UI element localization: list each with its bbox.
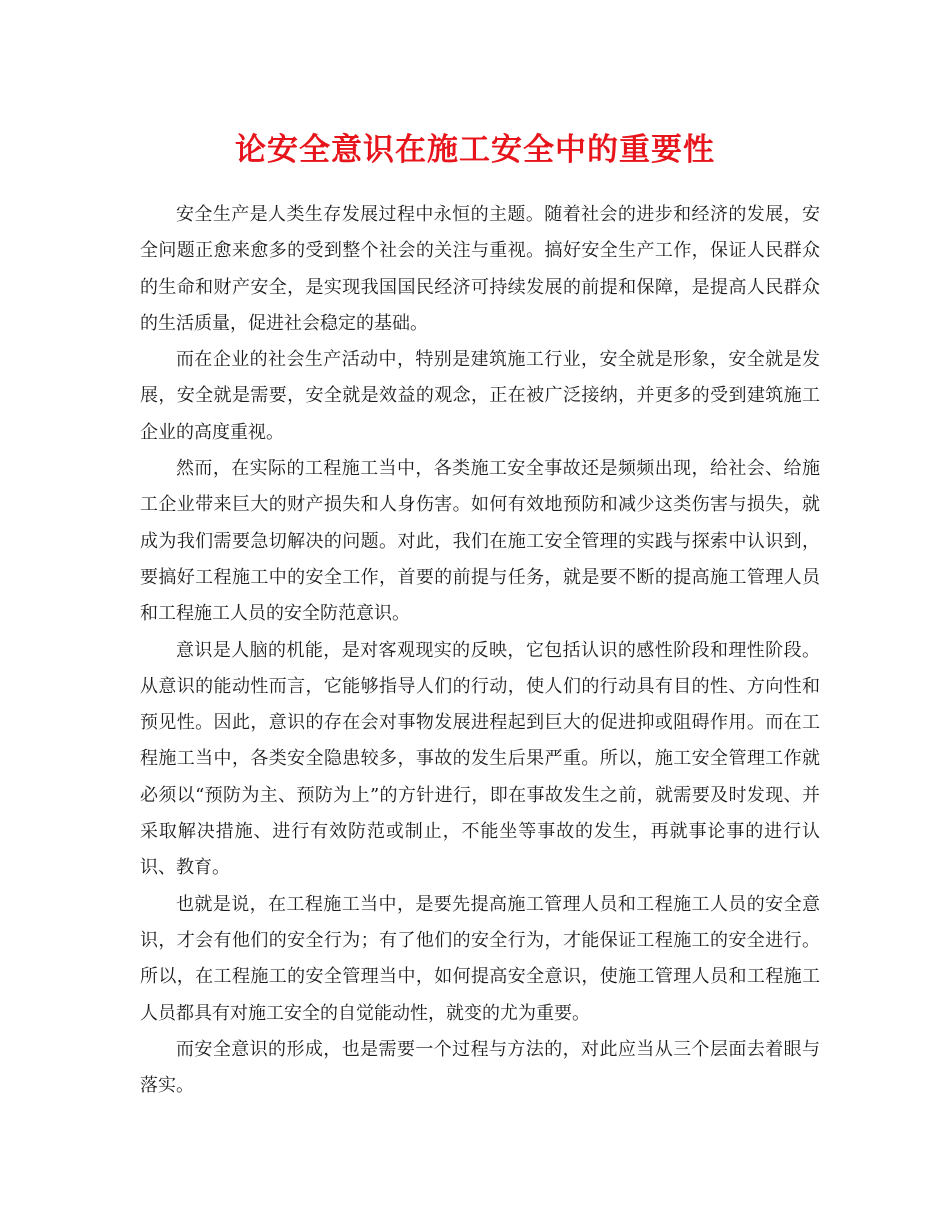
paragraph: 意识是人脑的机能，是对客观现实的反映，它包括认识的感性阶段和理性阶段。从意识的能动性而言，它能够指导人们的行动，使人们的行动具有目的性、方向性和预见性。因此，意识的存在会对事物发展进程起到巨大的促进抑或阻碍作用。而在工程施工当中，各类安全隐患较多，事故的发生后果严重。所以，施工安全管理工作就必须以“预防为主、预防为上”的方针进行，即在事故发生之前，就需要及时发现、并采取解决措施、进行有效防范或制止，不能坐等事故的发生，再就事论事的进行认识、教育。 bbox=[140, 639, 820, 879]
paragraph: 然而，在实际的工程施工当中，各类施工安全事故还是频频出现，给社会、给施工企业带来巨大的财产损失和人身伤害。如何有效地预防和减少这类伤害与损失，就成为我们需要急切解决的问题。对此，我们在施工安全管理的实践与探索中认识到，要搞好工程施工中的安全工作，首要的前提与任务，就是要不断的提高施工管理人员和工程施工人员的安全防范意识。 bbox=[140, 458, 820, 625]
paragraph: 而安全意识的形成，也是需要一个过程与方法的，对此应当从三个层面去着眼与落实。 bbox=[140, 1038, 820, 1097]
document-title: 论安全意识在施工安全中的重要性 bbox=[235, 132, 715, 168]
paragraph: 而在企业的社会生产活动中，特别是建筑施工行业，安全就是形象，安全就是发展，安全就是需要，安全就是效益的观念，正在被广泛接纳，并更多的受到建筑施工企业的高度重视。 bbox=[140, 349, 820, 443]
paragraph: 安全生产是人类生存发展过程中永恒的主题。随着社会的进步和经济的发展，安全问题正愈来愈多的受到整个社会的关注与重视。搞好安全生产工作，保证人民群众的生命和财产安全，是实现我国国民经济可持续发展的前提和保障，是提高人民群众的生活质量，促进社会稳定的基础。 bbox=[140, 204, 820, 334]
document-body bbox=[140, 197, 820, 1104]
paragraph: 也就是说，在工程施工当中，是要先提高施工管理人员和工程施工人员的安全意识，才会有他们的安全行为；有了他们的安全行为，才能保证工程施工的安全进行。所以，在工程施工的安全管理当中，如何提高安全意识，使施工管理人员和工程施工人员都具有对施工安全的自觉能动性，就变的尤为重要。 bbox=[140, 893, 820, 1024]
